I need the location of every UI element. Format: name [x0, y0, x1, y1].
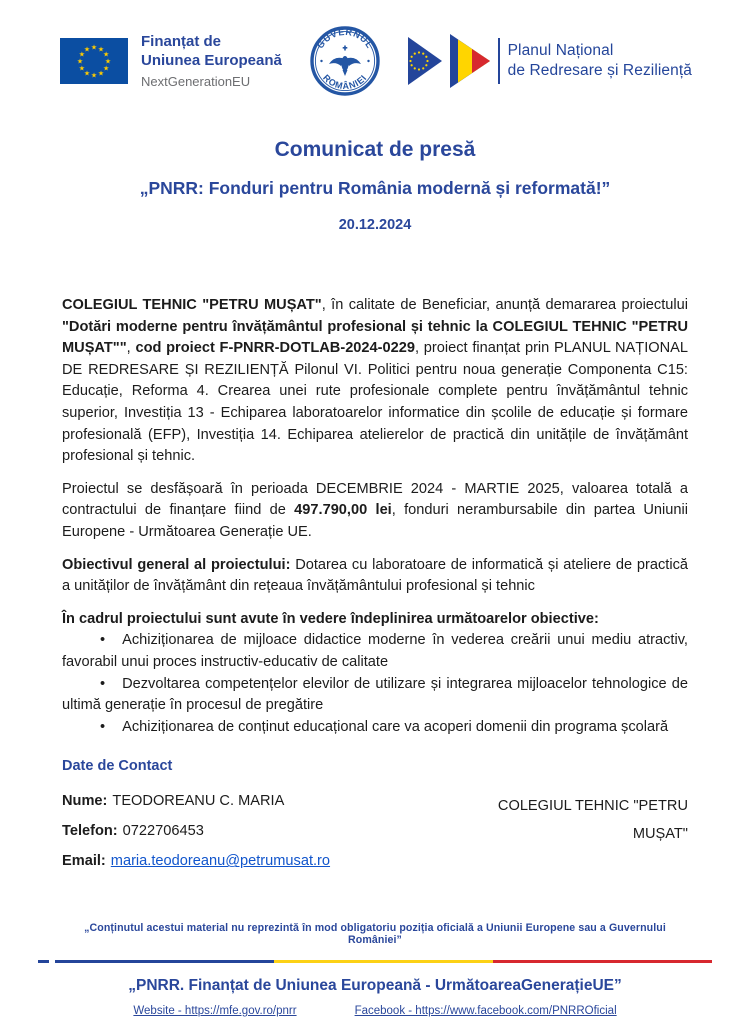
svg-text:★: ★ — [90, 72, 98, 80]
page-footer — [0, 922, 750, 1017]
subtitle: „PNRR: Fonduri pentru România modernă și reformată!” — [139, 178, 611, 198]
phone-label: Telefon: — [62, 823, 118, 840]
contact-row-email — [62, 850, 470, 872]
paragraph-period-value: Proiectul se desfășoară în perioada DECEMBRIE 2024 - MARTIE 2025, valoarea totală a contractului de finanțare fiind de 497.790,00 lei, fonduri nerambursabile din partea Uniunii Europene - Următoarea Generație UE. — [62, 480, 688, 540]
contact-row-phone — [62, 820, 470, 842]
bullet-item — [62, 630, 688, 673]
svg-text:★: ★ — [83, 70, 91, 78]
logo-header — [0, 0, 750, 96]
bullet-item — [62, 674, 688, 717]
release-date: 20.12.2024 — [338, 217, 412, 233]
seal-text-top: GUVERNUL — [314, 26, 375, 51]
eu-funding-line1: Finanțat de — [141, 33, 222, 51]
bullet-icon: • — [100, 675, 106, 692]
name-label: Nume: — [62, 793, 108, 810]
pnrr-logo — [408, 34, 692, 88]
svg-text:★: ★ — [83, 46, 91, 54]
svg-text:★: ★ — [78, 51, 86, 59]
tricolor-dash — [38, 960, 49, 963]
objectives-heading: În cadrul proiectului sunt avute în vedere îndeplinirea următoarelor obiective: — [62, 610, 599, 627]
tricolor-red-segment — [493, 960, 712, 963]
email-link[interactable]: maria.teodoreanu@petrumusat.ro — [110, 853, 331, 870]
svg-text:★: ★ — [76, 58, 84, 66]
divider — [498, 38, 500, 84]
pnrr-line1: Planul Național — [507, 41, 614, 59]
tricolor-yellow-segment — [274, 960, 493, 963]
next-generation-eu-label: NextGenerationEU — [141, 73, 251, 89]
bullet-item — [62, 717, 688, 739]
eu-funding-text — [141, 33, 282, 89]
svg-text:★: ★ — [90, 44, 98, 52]
email-label: Email: — [62, 853, 106, 870]
organization-name: COLEGIUL TEHNIC "PETRU MUȘAT" — [497, 798, 688, 843]
disclaimer-text: „Conținutul acestui material nu reprezintă în mod obligatoriu poziția oficială a Uniunii Europene sau a Guvernului României” — [84, 922, 666, 946]
footer-links — [0, 1005, 750, 1017]
footer-title: „PNRR. Finanțat de Uniunea Europeană - UrmătoareaGenerațieUE” — [128, 977, 622, 994]
government-seal-icon — [310, 26, 380, 96]
tricolor-divider — [38, 960, 712, 963]
pnrr-arrows-icon — [408, 34, 490, 88]
pnrr-line2: de Redresare și Reziliență — [507, 62, 692, 79]
eu-funding-logo — [60, 33, 282, 89]
pnrr-logo-text — [508, 41, 692, 81]
seal-text-bottom: ROMÂNIEI — [320, 72, 369, 92]
website-link[interactable]: Website - https://mfe.gov.ro/pnrr — [133, 1005, 297, 1017]
bullet-text: Achiziționarea de conținut educațional care va acoperi domenii din programa școlară — [122, 718, 669, 735]
contact-details — [62, 758, 470, 880]
bullet-text: Dezvoltarea competențelor elevilor de utilizare și integrarea mijloacelor tehnologice de ultimă generație în procesul de pregătire — [62, 675, 688, 714]
facebook-link[interactable]: Facebook - https://www.facebook.com/PNRROficial — [354, 1005, 617, 1017]
svg-text:★: ★ — [97, 70, 105, 78]
contact-section — [62, 758, 688, 880]
contact-heading: Date de Contact — [62, 758, 173, 775]
body-content — [62, 295, 688, 738]
svg-text:★: ★ — [102, 51, 110, 59]
svg-text:★: ★ — [97, 46, 105, 54]
bullet-text: Achiziționarea de mijloace didactice moderne în vederea creării unui mediu atractiv, favorabil unui proces instructiv-educativ de calitate — [62, 632, 688, 670]
paragraph-objective: Obiectivul general al proiectului: Dotarea cu laboratoare de informatică și ateliere de practică a unităților de învățământ din rețeaua învățământului profesional și tehnic — [62, 556, 688, 595]
phone-value: 0722706453 — [122, 823, 204, 840]
name-value: TEODOREANU C. MARIA — [112, 793, 285, 810]
svg-text:★: ★ — [102, 65, 110, 73]
paragraph-intro: COLEGIUL TEHNIC "PETRU MUȘAT", în calitate de Beneficiar, anunță demararea proiectului "Dotări moderne pentru învățământul profesional și tehnic la COLEGIUL TEHNIC "PETRU MUȘAT"", cod proiect F-PNRR-DOTLAB-2024-0229, proiect finanțat prin PLANUL NAȚIONAL DE REDRESARE ȘI REZILIENȚĂ Pilonul VI. Politici pentru noua generație Componenta C15: Educație, Reforma 4. Crearea unei rute profesionale complete pentru învățământul tehnic superior, Investiția 13 - Echiparea laboratoarelor informatice din școlile de educație și formare profesională (EFP), Investiția 14. Echiparea atelierelor de practică din unitățile de învățământ profesional și tehnic. — [62, 297, 688, 465]
bullet-icon: • — [100, 718, 106, 735]
svg-text:★: ★ — [104, 58, 112, 66]
eu-funding-line2: Uniunea Europeană — [141, 51, 282, 69]
contact-row-name — [62, 790, 470, 812]
svg-text:★: ★ — [78, 65, 86, 73]
title-block — [0, 138, 750, 233]
tricolor-blue-segment — [55, 960, 274, 963]
bullet-icon: • — [100, 632, 106, 649]
eu-flag-icon — [60, 38, 128, 84]
page-title: Comunicat de presă — [274, 138, 476, 161]
